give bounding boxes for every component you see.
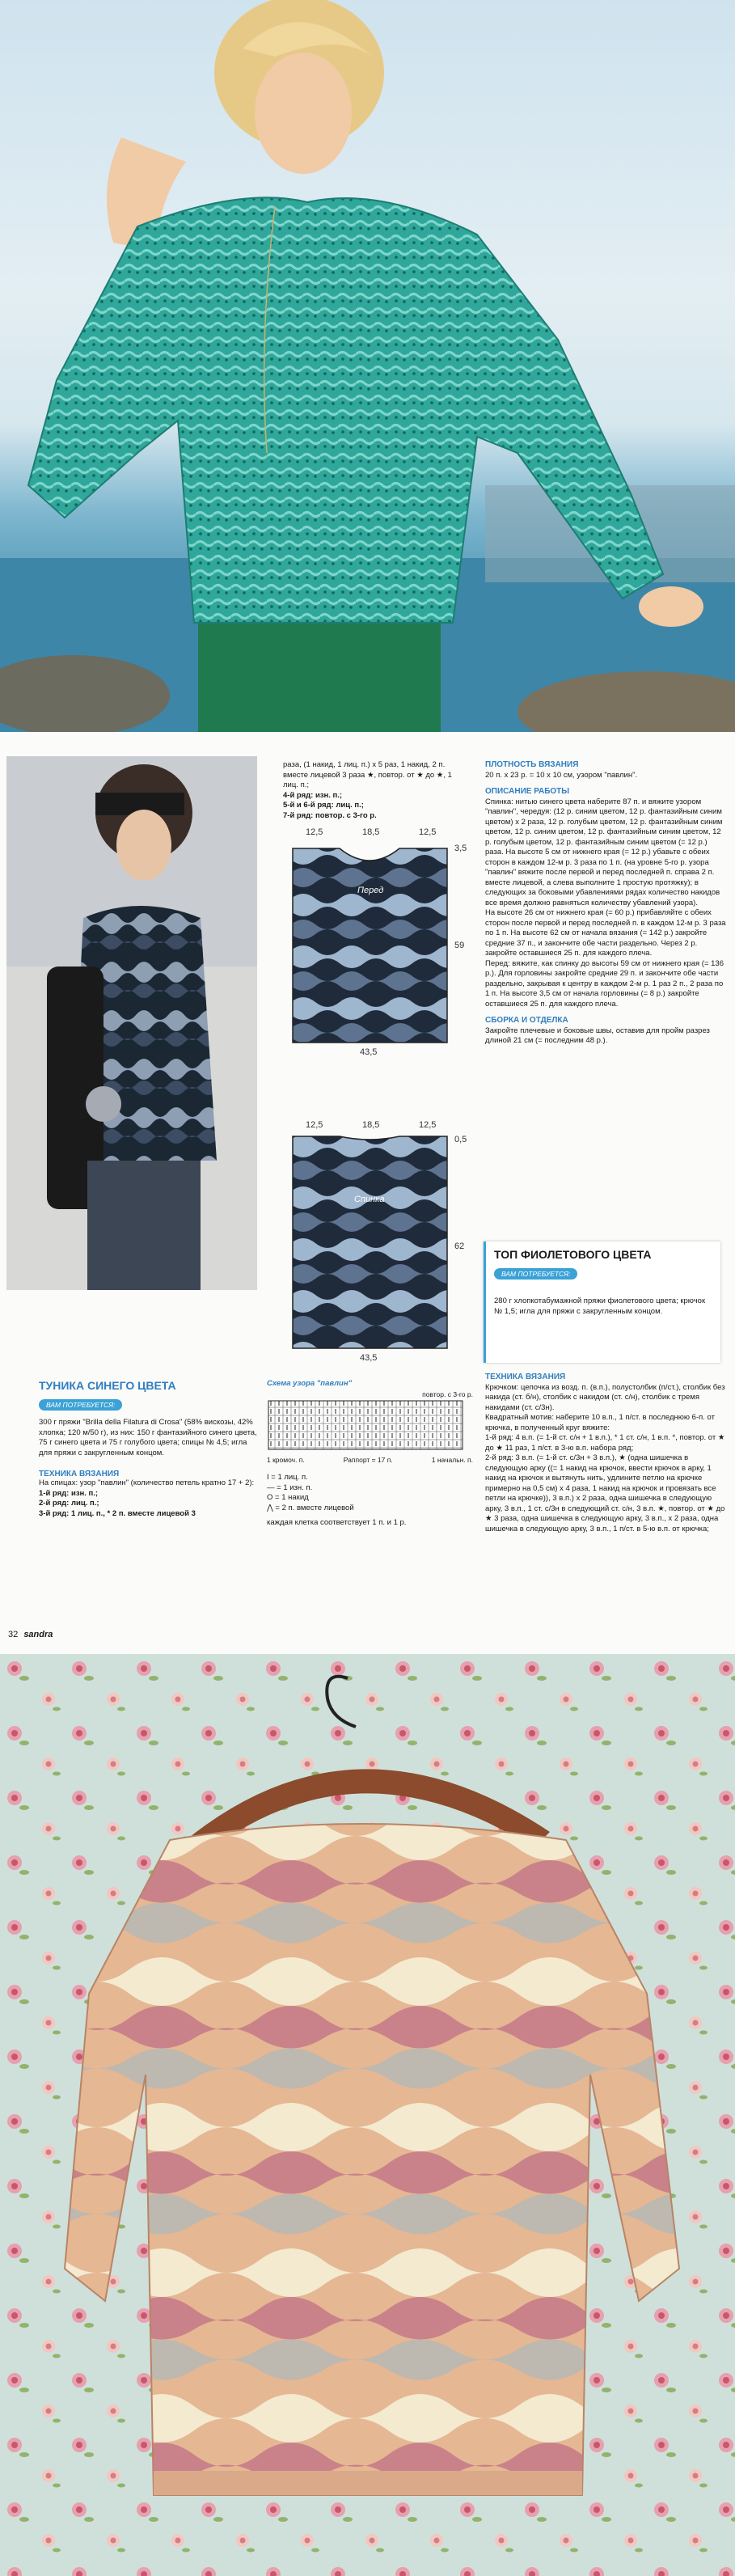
scheme-section [267, 1379, 473, 1529]
work-text-2: На высоте 26 см от нижнего края (= 60 р.) прибавляйте с обеих сторон после первой и перед последней п. в каждом 12-м р. 3 раза по 1 п. На высоте 62 см от начала вязания (= 142 р.) закройте средние 37 п., и закончите обе части раздельно. Через 2 р. закройте оставшиеся 25 п. для каждого плеча. [485, 908, 726, 958]
scheme-start: 1 начальн. п. [431, 1455, 473, 1464]
page-footer [8, 1630, 53, 1639]
tunic-technique-line: 3-й ряд: 1 лиц. п., * 2 п. вместе лицевой 3 [39, 1508, 196, 1518]
dim-back-side-top: 0,5 [454, 1135, 467, 1144]
scheme-rapport: Раппорт = 17 п. [343, 1455, 393, 1464]
back-pattern-diagram [283, 1120, 469, 1367]
page-number: 32 [8, 1630, 19, 1639]
back-label: Спинка [354, 1195, 385, 1204]
front-wave-panel [291, 840, 449, 1044]
back-wave-panel [291, 1133, 449, 1350]
dim-front-top-right: 12,5 [419, 827, 437, 837]
photo-blue-tunic [6, 756, 257, 1290]
dim-back-side: 62 [454, 1241, 465, 1251]
tunic-title: ТУНИКА СИНЕГО ЦВЕТА [39, 1379, 176, 1392]
scheme-grid [267, 1399, 469, 1451]
legend-note: каждая клетка соответствует 1 п. и 1 р. [267, 1518, 407, 1527]
work-title: ОПИСАНИЕ РАБОТЫ [485, 787, 570, 796]
dim-back-top-right: 12,5 [419, 1120, 437, 1130]
top-technique-text: Крючком: цепочка из возд. п. (в.п.), полустолбик (п/ст.), столбик без накида (ст. б/н), столбик с накидом (ст. с/н), столбик с тремя накидами (ст. с/3н). [485, 1382, 725, 1412]
density-text: 20 п. х 23 р. = 10 х 10 см, узором "павлин". [485, 770, 638, 780]
tunic-technique-title: ТЕХНИКА ВЯЗАНИЯ [39, 1470, 120, 1478]
technique-cont-line: 4-й ряд: изн. п.; [283, 790, 343, 800]
top-need-badge: ВАМ ПОТРЕБУЕТСЯ: [494, 1268, 577, 1280]
scheme-title: Схема узора "павлин" [267, 1379, 353, 1388]
dim-front-bottom: 43,5 [360, 1047, 378, 1057]
legend-item: I = 1 лиц. п. [267, 1473, 308, 1482]
assembly-title: СБОРКА И ОТДЕЛКА [485, 1016, 568, 1025]
hanger-sweater-illustration [0, 1654, 735, 2576]
technique-cont-line: 7-й ряд: повтор. с 3-го р. [283, 810, 377, 820]
dim-front-side-top: 3,5 [454, 844, 467, 853]
scheme-repeat-label: повтор. с 3-го р. [422, 1390, 473, 1398]
photo-turquoise-sweater [0, 0, 735, 732]
photo-sweater-on-hanger [0, 1654, 735, 2576]
technique-cont-line: 5-й и 6-й ряд: лиц. п.; [283, 801, 364, 810]
top-technique-title: ТЕХНИКА ВЯЗАНИЯ [485, 1373, 566, 1381]
tunic-box [39, 1379, 257, 1519]
dim-front-top-left: 12,5 [306, 827, 323, 837]
right-column [485, 760, 726, 1047]
top-materials: 280 г хлопкотабумажной пряжи фиолетового цвета; крючок № 1,5; игла для пряжи с закругленным концом. [494, 1296, 706, 1316]
dim-back-bottom: 43,5 [360, 1353, 378, 1363]
turquoise-sweater-illustration [0, 0, 735, 732]
legend-item: O = 1 накид [267, 1493, 309, 1502]
top-row1: 1-й ряд: 4 в.п. (= 1-й ст. с/н + 1 в.п.), * 1 ст. с/н, 1 в.п. *, повтор. от ★ до ★ 11 раз, 1 п/ст. в 3-ю в.п. набора ряд; [485, 1433, 725, 1453]
dim-back-top-left: 12,5 [306, 1120, 323, 1130]
top-row2: 2-й ряд: 3 в.п. (= 1-й ст. с/3н + 3 в.п.), ★ (одна шишечка в следующую арку ((= 1 накид на крючок, ввести крючок в арку, 1 накид на крючок и вытянуть нить, удлините петлю на крючке примерно на 0,5 см) х 4 раза, 1 накид на крючок и провязать все петли на крючке)), 3 в.п.) х 2 раза, одна шишечка в следующую арку, 3 в.п., 1 ст. с/3н в следующий ст. с/н, 3 в.п. ★, повтор. от ★ до ★ 3 раза, одна шишечка в следующую арку, 3 в.п., х 2 раза, одна шишечка в следующую арку, 3 в.п., 1 п/ст. в 5-ю в.п. от крючка; [485, 1453, 725, 1533]
top-row-text: Квадратный мотив: наберите 10 в.п., 1 п/ст. в последнюю 6-п. от крючка, в полученный круг вяжите: [485, 1413, 715, 1432]
tunic-need-badge: ВАМ ПОТРЕБУЕТСЯ: [39, 1399, 122, 1411]
dim-back-top-mid: 18,5 [362, 1120, 380, 1130]
tunic-technique-line: 1-й ряд: изн. п.; [39, 1488, 99, 1498]
top-title: ТОП ФИОЛЕТОВОГО ЦВЕТА [494, 1248, 652, 1261]
front-pattern-diagram [283, 827, 469, 1062]
front-label: Перед [357, 886, 384, 895]
dim-front-side: 59 [454, 941, 465, 950]
work-text: Спинка: нитью синего цвета наберите 87 п. и вяжите узором "павлин", чередуя: (12 р. синим цветом, 12 р. фантазийным синим цветом) х 2 раза, 12 р. голубым цветом, 12 р. фантазийным синим цветом, 12 р. синим цветом, 12 р. фантазийным синим цветом, 12 р. голубым цветом, 12 р. фантазийным синим цветом (= 12 р.) раза. На высоте 5 см от нижнего края (= 12 р.) убавьте с обеих сторон в каждом 12-м р. 3 раза по 1 п. (на уровне 5-го р. узора "павлин" вяжите после первой и перед последней п. справа 2 п. вместе лицевой, а слева выполните 1 простую протяжку); в следующих за боковыми убавлениями рядах количество накидов все время должно равняться количеству убавлений узора). [485, 797, 723, 907]
work-text-3: Перед: вяжите, как спинку до высоты 59 см от нижнего края (= 136 р.). Для горловины закройте средние 29 п. и закончите обе части раздельно, закрывая к центру в каждом 2-м р. 1 раз 2 п., 2 раза по 1 п. На высоте 3,5 см от начала горловины (= 8 р.) закройте оставшиеся 25 п. для каждого плеча. [485, 958, 724, 1009]
technique-cont-line: раза, (1 накид, 1 лиц. п.) х 5 раз, 1 накид, 2 п. вместе лицевой 3 раза ★, повтор. от ★ до ★, 1 лиц. п.; [283, 760, 452, 789]
assembly-text: Закройте плечевые и боковые швы, оставив для пройм разрез длиной 21 см (= последним 48 р.). [485, 1026, 710, 1045]
top-technique [485, 1373, 726, 1534]
density-title: ПЛОТНОСТЬ ВЯЗАНИЯ [485, 760, 579, 769]
tunic-technique-line: На спицах: узор "павлин" (количество петель кратно 17 + 2): [39, 1478, 255, 1487]
dim-front-top-mid: 18,5 [362, 827, 380, 837]
magazine-page [0, 732, 735, 1654]
legend-item: — = 1 изн. п. [267, 1483, 313, 1492]
scheme-end: 1 кромоч. п. [267, 1455, 305, 1464]
technique-continued [283, 760, 469, 821]
tunic-materials: 300 г пряжи "Brilla della Filatura di Crosa" (58% вискозы, 42% хлопка; 120 м/50 г), из них: 150 г фантазийного синего цвета, 75 г синего цвета и 75 г голубого цвета; спицы № 4,5; игла для пряжи с закругленным концом. [39, 1418, 257, 1457]
tunic-technique-line: 2-й ряд: лиц. п.; [39, 1499, 99, 1508]
top-box [484, 1241, 720, 1363]
legend-item: ⋀ = 2 п. вместе лицевой [267, 1503, 354, 1512]
brand-name: sandra [23, 1630, 53, 1639]
